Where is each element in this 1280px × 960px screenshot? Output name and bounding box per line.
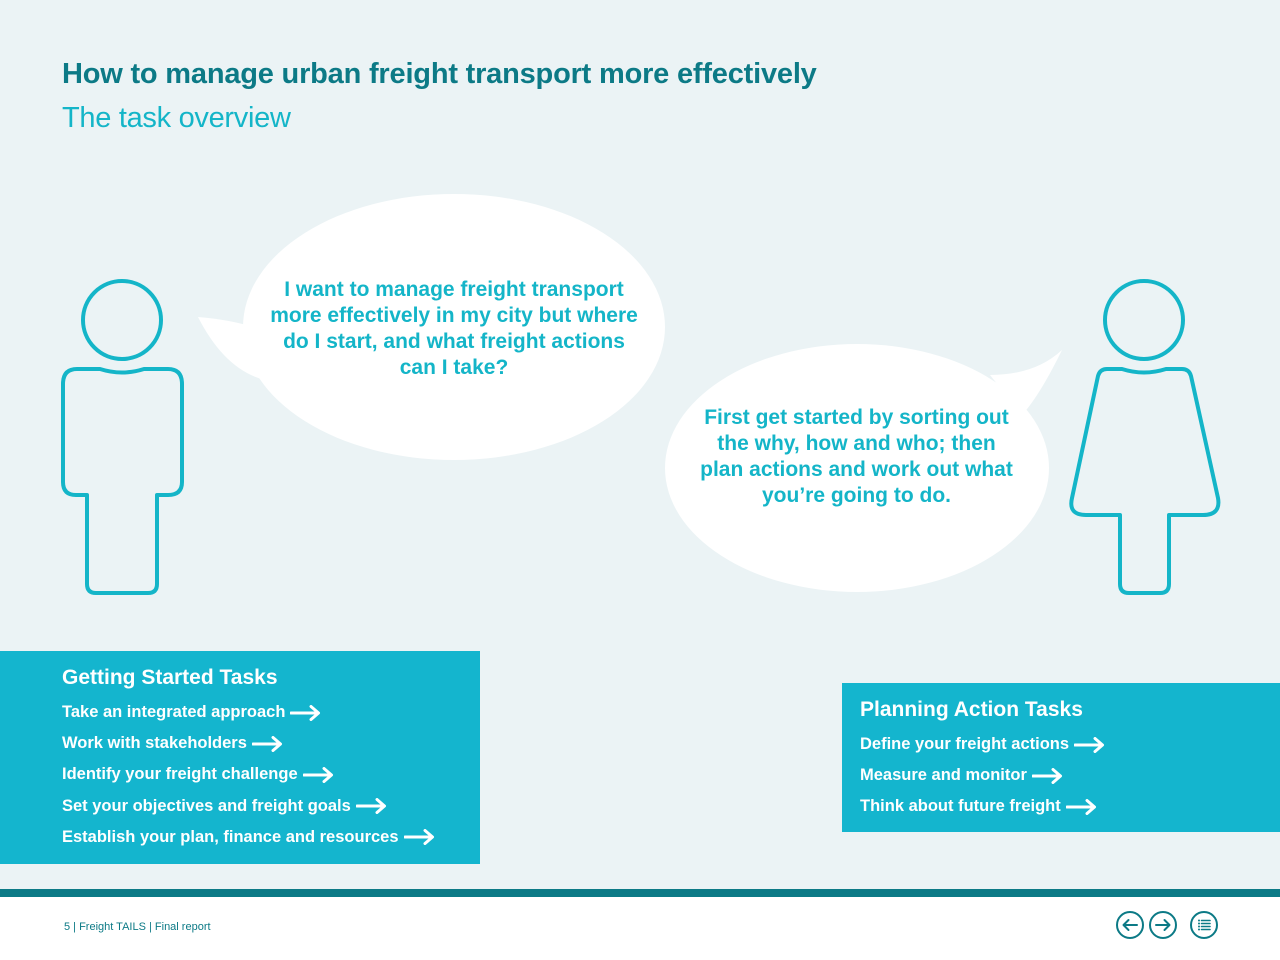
nav-contents-button[interactable] [1189,910,1219,940]
arrow-right-circle-icon [1148,910,1178,940]
arrow-right-icon [404,829,436,845]
task-link-integrated-approach[interactable] [62,697,480,728]
task-link-measure-monitor[interactable] [860,760,1280,791]
planning-action-panel [842,683,1280,832]
getting-started-panel [0,651,480,864]
nav-forward-button[interactable] [1148,910,1178,940]
task-link-future-freight[interactable] [860,791,1280,822]
task-label: Establish your plan, finance and resources [62,827,399,846]
task-label: Think about future freight [860,797,1061,816]
footer-page-info: 5 | Freight TAILS | Final report [64,921,211,933]
arrow-right-icon [1066,799,1098,815]
panel-heading: Getting Started Tasks [62,666,278,689]
task-link-stakeholders[interactable] [62,728,480,759]
speech-text-right: First get started by sorting out the why, how and who; then plan actions and work out what you’re going to do. [700,406,1013,507]
arrow-right-icon [252,736,284,752]
arrow-right-icon [290,705,322,721]
task-label: Identify your freight challenge [62,765,298,784]
task-label: Work with stakeholders [62,734,247,753]
task-link-define-actions[interactable] [860,729,1280,760]
task-link-plan-finance-resources[interactable] [62,822,480,853]
task-label: Measure and monitor [860,766,1027,785]
task-label: Define your freight actions [860,735,1070,754]
list-circle-icon [1189,910,1219,940]
footer-divider [0,889,1280,897]
speech-text-left: I want to manage freight transport more effectively in my city but where do I start, and what freight actions can I take? [270,278,638,379]
arrow-left-circle-icon [1115,910,1145,940]
task-link-objectives-goals[interactable] [62,791,480,822]
panel-heading: Planning Action Tasks [860,698,1083,721]
arrow-right-icon [1032,768,1064,784]
arrow-right-icon [1074,737,1106,753]
task-label: Set your objectives and freight goals [62,796,351,815]
person-male-icon [63,281,182,593]
person-female-icon [1071,281,1218,593]
page-subtitle: The task overview [62,102,291,134]
task-label: Take an integrated approach [62,703,286,722]
task-link-freight-challenge[interactable] [62,759,480,790]
page-title: How to manage urban freight transport more effectively [62,58,817,90]
arrow-right-icon [303,767,335,783]
arrow-right-icon [356,798,388,814]
nav-back-button[interactable] [1115,910,1145,940]
